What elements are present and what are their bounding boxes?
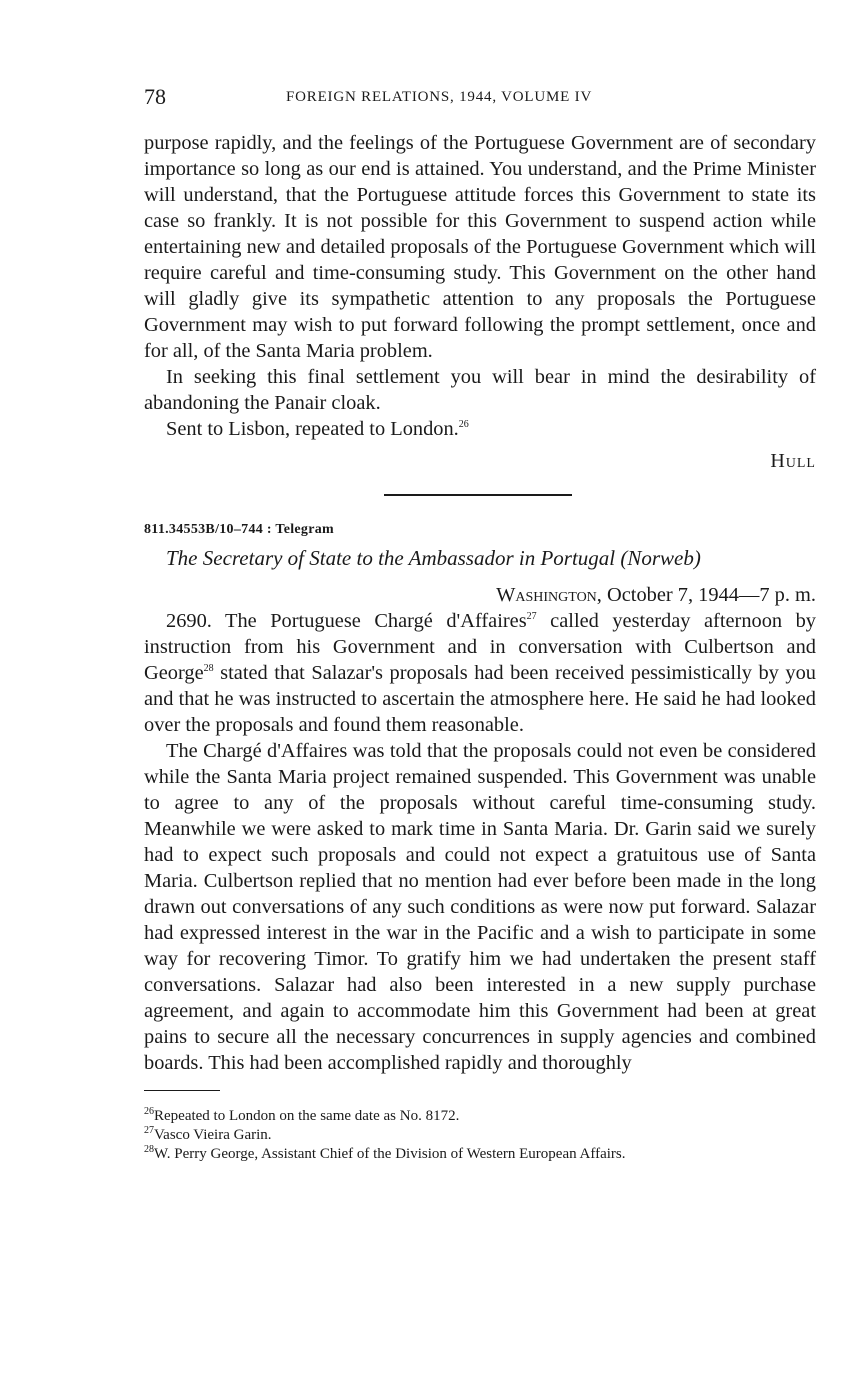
footnote-27 (144, 1126, 816, 1145)
dateline (144, 582, 816, 608)
paragraph-panair: In seeking this final settlement you will bear in mind the desirability of abandoning the Panair cloak. (144, 366, 816, 414)
footnote-number: 26 (144, 1106, 154, 1117)
footnote-divider (144, 1090, 220, 1091)
footnote-number: 28 (144, 1144, 154, 1155)
footnote-ref-27: 27 (526, 611, 537, 623)
footnote-text: Repeated to London on the same date as No. 8172. (154, 1108, 460, 1124)
footnote-text: W. Perry George, Assistant Chief of the Division of Western European Affairs. (154, 1146, 626, 1162)
paragraph-sent-to (144, 416, 816, 442)
document-page (144, 84, 816, 1164)
running-head-title: FOREIGN RELATIONS, 1944, VOLUME IV (286, 89, 593, 105)
footnote-number: 27 (144, 1125, 154, 1136)
sent-to-text: Sent to Lisbon, repeated to London. (166, 418, 459, 440)
footnote-26 (144, 1107, 816, 1126)
p2690-part-c: stated that Salazar's proposals had been received pessimistically by you and that he was instructed to ascertain the atmosphere here. He said he had looked over the proposals and found them reasonable. (144, 662, 816, 736)
section-divider (384, 494, 572, 496)
footnote-ref-26: 26 (458, 419, 469, 431)
footnote-28 (144, 1145, 816, 1164)
p2690-part-a: 2690. The Portuguese Chargé d'Affaires (166, 610, 527, 632)
continued-paragraph: purpose rapidly, and the feelings of the Portuguese Government are of secondary importance so long as our end is attained. You understand, and the Prime Minister will understand, that the Portuguese attitude forces this Government to state its case so frankly. It is not possible for this Government to suspend action while entertaining new and detailed proposals of the Portuguese Government which will require careful and time-consuming study. This Government on the other hand will gladly give its sympathetic attention to any proposals the Portuguese Government may wish to put forward following the prompt settlement, once and for all, of the Santa Maria problem. (144, 132, 816, 362)
paragraph-charge-told: The Chargé d'Affaires was told that the proposals could not even be considered while the Santa Maria project remained suspended. This Government was unable to agree to any of the proposals without careful time-consuming study. Meanwhile we were asked to mark time in Santa Maria. Dr. Garin said we surely had to expect such proposals and could not expect a gratuitous use of Santa Maria. Culbertson replied that no mention had ever before been made in the long drawn out conversations of any such conditions as were now put forward. Salazar had expressed interest in the war in the Pacific and a wish to participate in some way for recovering Timor. To gratify him we had undertaken the present staff conversations. Salazar had also been interested in a new supply purchase agreement, and again to accommodate him this Government had been at great pains to secure all the necessary concurrences in supply agencies and combined boards. This had been accomplished rapidly and thoroughly (144, 740, 816, 1074)
file-reference: 811.34553B/10–744 : Telegram (144, 522, 335, 537)
dateline-place: Washington, (496, 584, 602, 606)
signature-hull: Hull (770, 450, 816, 472)
footnotes (144, 1107, 816, 1164)
running-head (144, 84, 816, 114)
paragraph-2690 (144, 608, 816, 738)
dateline-date: October 7, 1944—7 p. m. (607, 584, 816, 606)
page-number: 78 (144, 84, 166, 109)
footnote-text: Vasco Vieira Garin. (154, 1127, 272, 1143)
footnote-ref-28: 28 (203, 663, 214, 675)
document-title: The Secretary of State to the Ambassador in Portugal (Norweb) (166, 546, 701, 570)
p2690-part-b: called yesterday afternoon by instruction from his Government and in conversation with Culbertson and George (144, 610, 817, 684)
